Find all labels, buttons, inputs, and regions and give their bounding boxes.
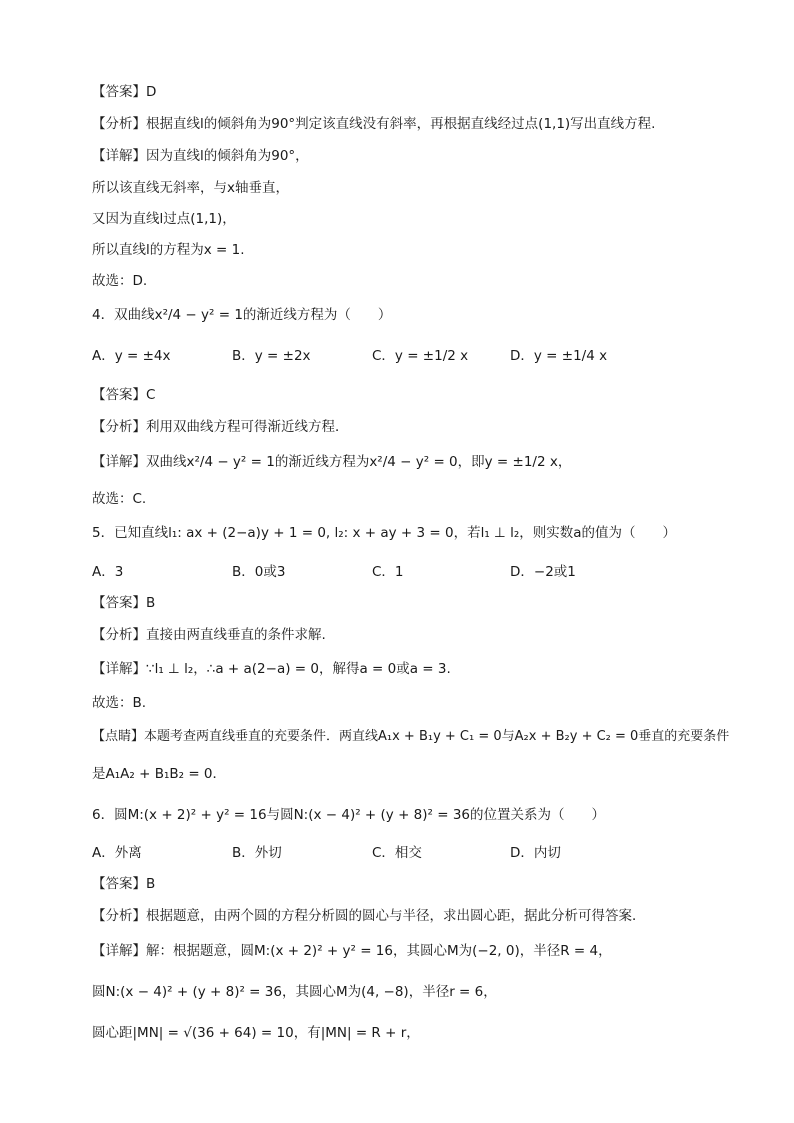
q3-choose: 故选：D. xyxy=(92,273,148,289)
q4-analysis: 【分析】利用双曲线方程可得渐近线方程． xyxy=(92,419,349,435)
q5-option-a: A．3 xyxy=(92,564,124,580)
q6-answer: 【答案】B xyxy=(92,876,156,892)
q6-detail-1: 【详解】解：根据题意，圆M:(x + 2)² + y² = 16，其圆心M为(−2, 0)，半径R = 4， xyxy=(92,943,612,959)
q4-option-c: C．y = ±1/2 x xyxy=(372,348,469,364)
q6-option-b: B．外切 xyxy=(232,845,282,861)
q6-option-a: A．外离 xyxy=(92,845,142,861)
q3-detail-3: 又因为直线l过点(1,1)， xyxy=(92,211,236,227)
q6-detail-2: 圆N:(x − 4)² + (y + 8)² = 36，其圆心M为(4, −8)，半径r = 6， xyxy=(92,984,497,1000)
q4-option-a: A．y = ±4x xyxy=(92,348,171,364)
q3-detail-2: 所以该直线无斜率，与x轴垂直， xyxy=(92,180,289,196)
q3-detail-1: 【详解】因为直线l的倾斜角为90°， xyxy=(92,148,309,164)
q5-analysis: 【分析】直接由两直线垂直的条件求解. xyxy=(92,627,326,643)
q4-stem: 4．双曲线x²/4 − y² = 1的渐近线方程为（ ） xyxy=(92,307,392,323)
q5-stem: 5．已知直线l₁: ax + (2−a)y + 1 = 0, l₂: x + ay + 3 = 0，若l₁ ⊥ l₂，则实数a的值为（ ） xyxy=(92,525,677,541)
q5-choose: 故选：B. xyxy=(92,695,147,711)
q3-answer: 【答案】D xyxy=(92,84,157,100)
q6-detail-3: 圆心距|MN| = √(36 + 64) = 10，有|MN| = R + r， xyxy=(92,1025,420,1041)
q4-answer: 【答案】C xyxy=(92,387,156,403)
q3-analysis: 【分析】根据直线l的倾斜角为90°判定该直线没有斜率，再根据直线经过点(1,1)写出直线方程. xyxy=(92,116,656,132)
q5-answer: 【答案】B xyxy=(92,595,156,611)
q6-analysis: 【分析】根据题意，由两个圆的方程分析圆的圆心与半径，求出圆心距，据此分析可得答案． xyxy=(92,908,646,924)
q5-option-c: C．1 xyxy=(372,564,404,580)
q5-detail: 【详解】∵l₁ ⊥ l₂，∴a + a(2−a) = 0，解得a = 0或a = 3. xyxy=(92,661,451,677)
q4-option-d: D．y = ±1/4 x xyxy=(510,348,608,364)
q6-option-d: D．内切 xyxy=(510,845,561,861)
q5-option-d: D．−2或1 xyxy=(510,564,576,580)
q3-detail-4: 所以直线l的方程为x = 1. xyxy=(92,242,245,258)
q5-option-b: B．0或3 xyxy=(232,564,286,580)
q4-detail: 【详解】双曲线x²/4 − y² = 1的渐近线方程为x²/4 − y² = 0，即y = ±1/2 x， xyxy=(92,454,572,470)
q6-stem: 6．圆M:(x + 2)² + y² = 16与圆N:(x − 4)² + (y + 8)² = 36的位置关系为（ ） xyxy=(92,807,606,823)
q4-option-b: B．y = ±2x xyxy=(232,348,311,364)
q4-choose: 故选：C. xyxy=(92,491,147,507)
q6-option-c: C．相交 xyxy=(372,845,422,861)
q5-comment-2: 是A₁A₂ + B₁B₂ = 0． xyxy=(92,766,227,782)
q5-comment-1: 【点睛】本题考查两直线垂直的充要条件．两直线A₁x + B₁y + C₁ = 0与A₂x + B₂y + C₂ = 0垂直的充要条件 xyxy=(92,729,730,744)
